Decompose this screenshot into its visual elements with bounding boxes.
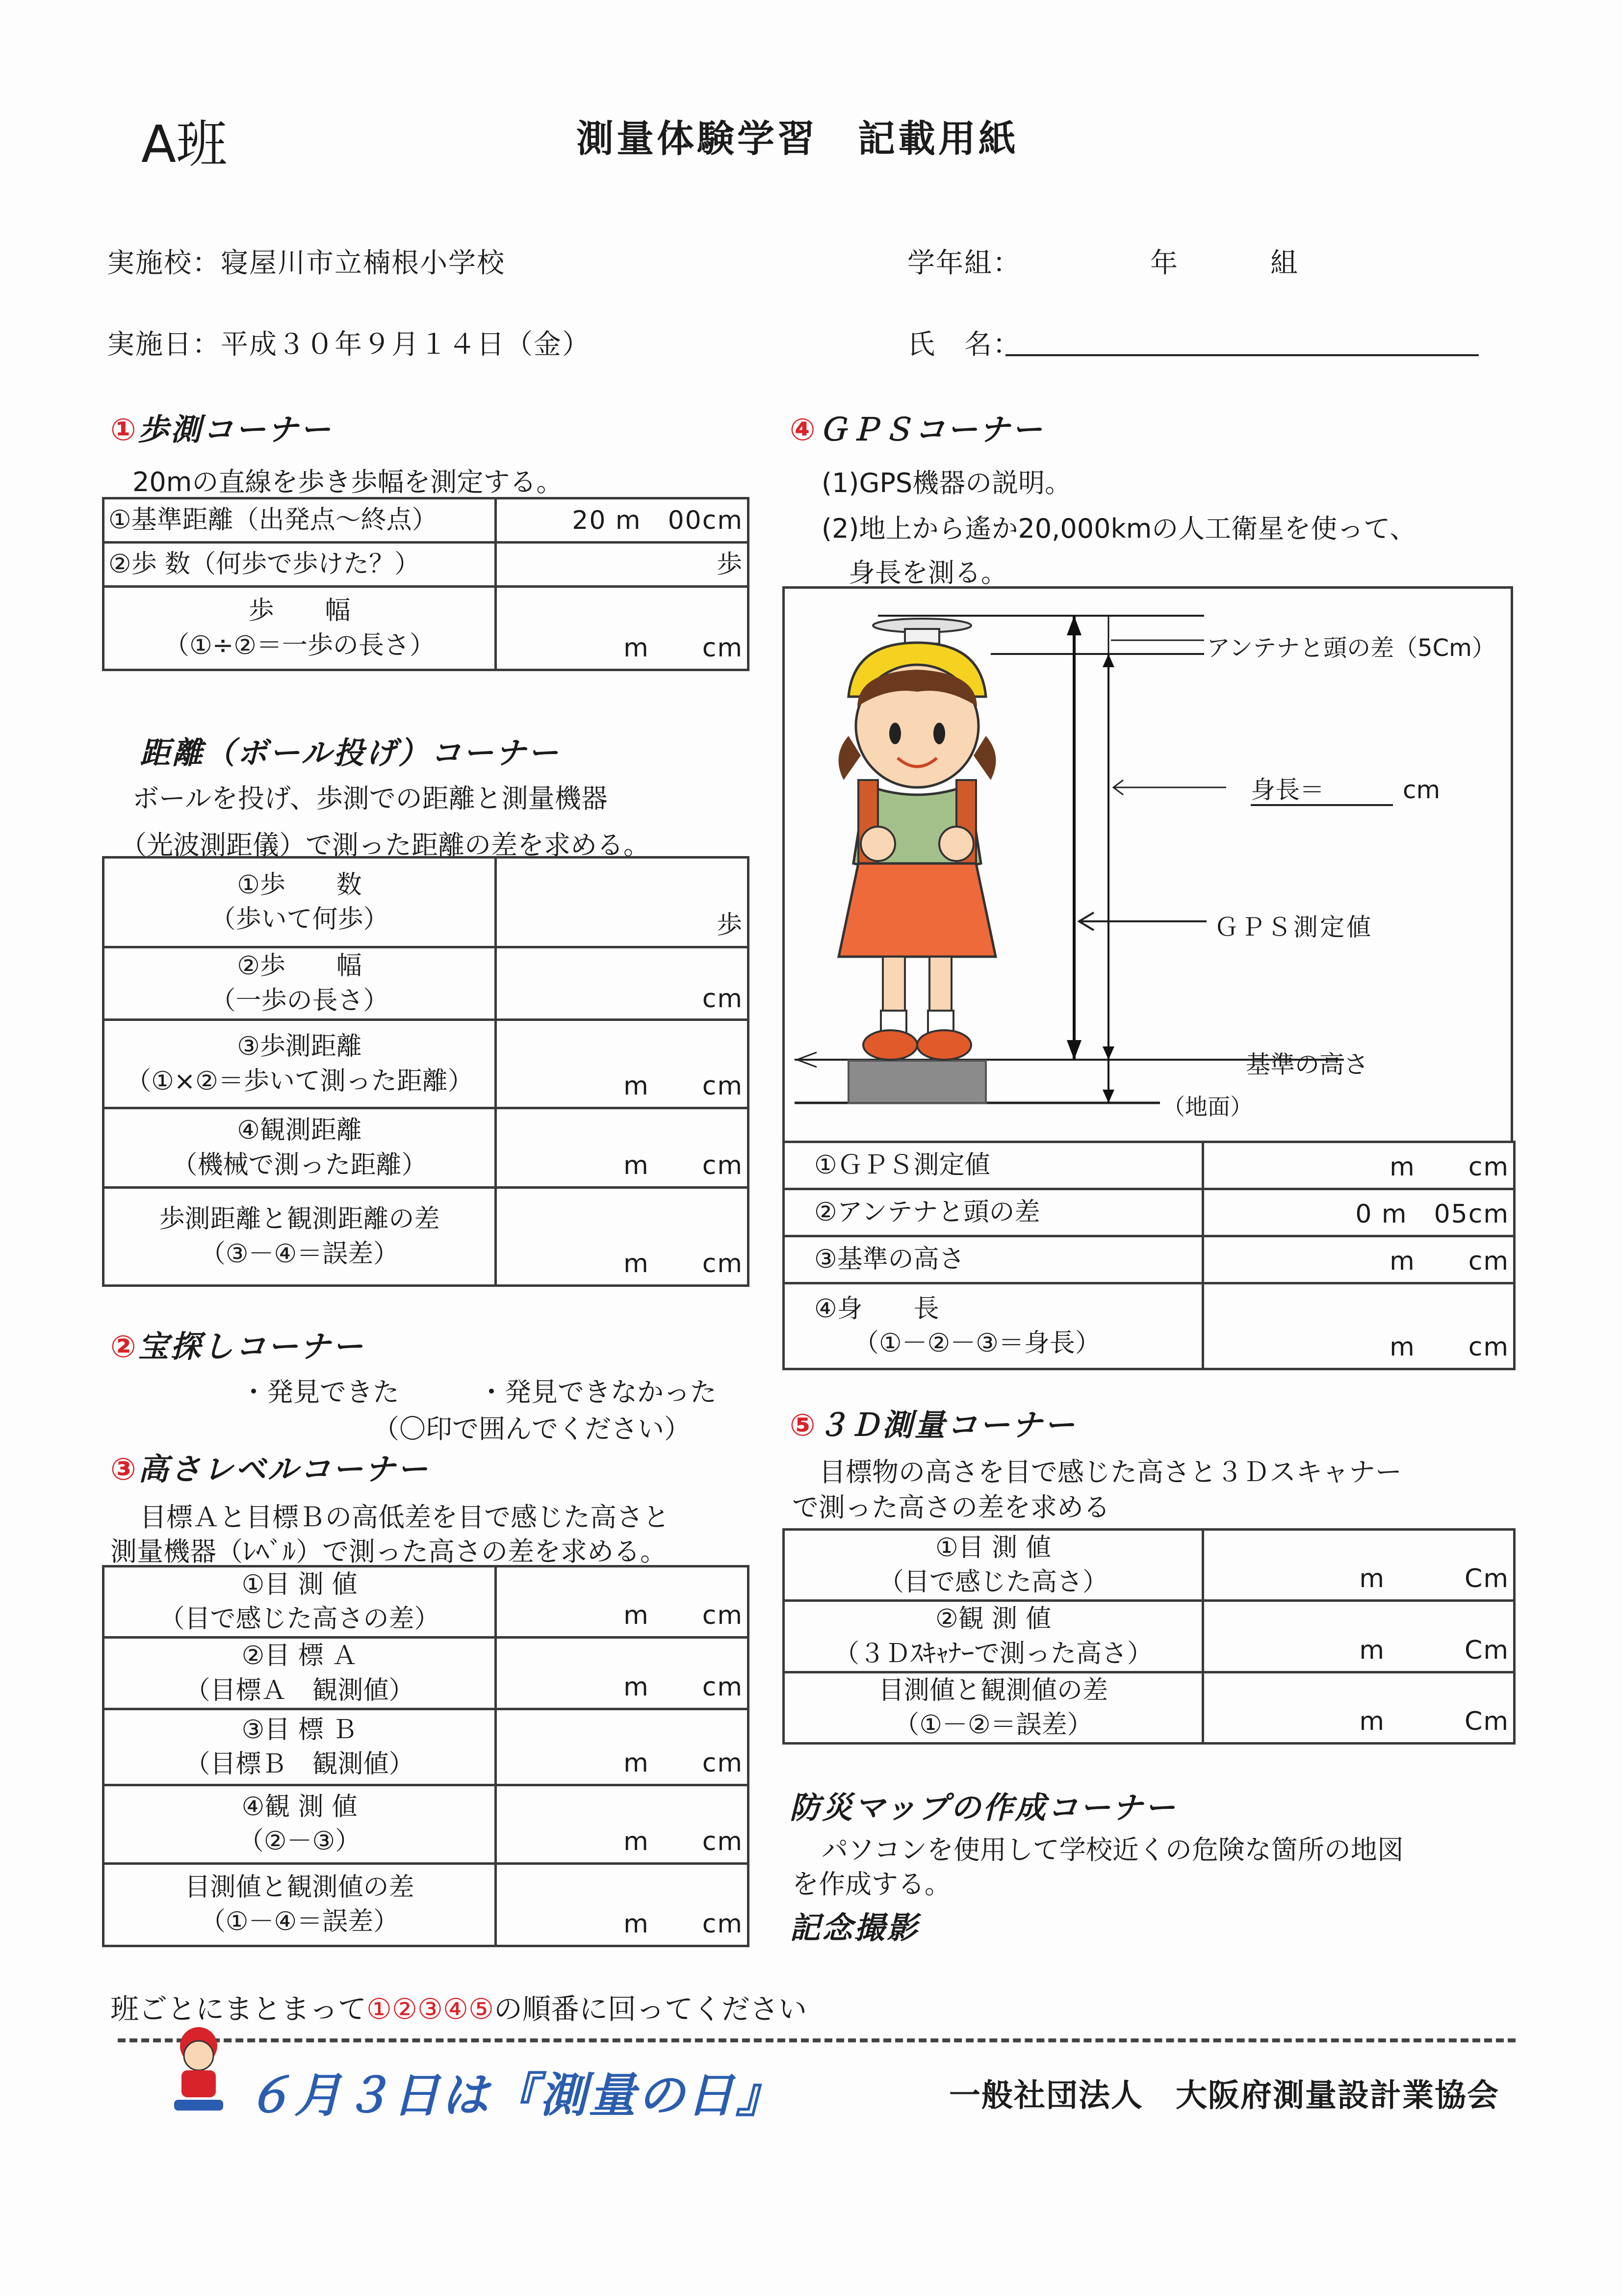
bousai-desc1: パソコンを使用して学校近くの危険な箇所の地図 — [822, 1834, 1404, 1865]
label-line: （②－③） — [238, 1826, 361, 1856]
sec4-row4-label — [784, 1283, 1203, 1369]
label-line: ③目 標 Ｂ — [241, 1715, 358, 1745]
label-line: ②歩 幅 — [237, 951, 362, 981]
eye-right — [933, 723, 945, 744]
class-unit: 組 — [1270, 247, 1299, 279]
label-line: ①目 測 値 — [241, 1570, 358, 1599]
table-row — [103, 947, 748, 1020]
table-row — [103, 498, 748, 543]
label-line: （目標Ａ 観測値） — [184, 1675, 414, 1705]
table-row — [103, 1188, 748, 1286]
ball-title: 距離（ボール投げ）コーナー — [140, 735, 560, 771]
ball-row5-label — [103, 1188, 496, 1286]
sec4-desc2: (2)地上から遙か20,000kmの人工衛星を使って、 — [822, 513, 1416, 544]
table-row — [103, 858, 748, 947]
sec3-row2-label — [103, 1638, 496, 1709]
sec5-row2-label — [784, 1601, 1203, 1672]
label-line: （①÷②＝一歩の長さ） — [164, 630, 435, 660]
order-prefix: 班ごとにまとまって — [110, 1992, 367, 2026]
sec4-row3-label: ③基準の高さ — [784, 1236, 1203, 1283]
gps-label: ＧＰＳ測定値 — [1214, 913, 1373, 941]
sec4-row4-value[interactable]: m cm — [1203, 1283, 1515, 1369]
mascot-face — [184, 2041, 213, 2070]
sec4-desc3: 身長を測る。 — [849, 557, 1007, 588]
height-label — [1251, 770, 1440, 806]
antenna-label: アンテナと頭の差（5Cm） — [1207, 634, 1495, 662]
sec5-desc2: で測った高さの差を求める — [792, 1492, 1110, 1523]
mascot-svg — [169, 2021, 228, 2119]
sec1-row1-label: ①基準距離（出発点～終点） — [103, 498, 496, 543]
label-line: 目測値と観測値の差 — [878, 1675, 1108, 1705]
skirt — [839, 863, 996, 957]
name-field[interactable] — [1005, 354, 1479, 356]
ground-label: （地面） — [1162, 1094, 1253, 1120]
label-line: ④観 測 値 — [241, 1792, 358, 1822]
mascot-body — [181, 2070, 216, 2097]
order-numbers: ①②③④⑤ — [366, 1992, 494, 2026]
sec2-title: 宝探しコーナー — [138, 1329, 365, 1364]
sec1-heading — [110, 405, 333, 449]
label-line: （目標Ｂ 観測値） — [184, 1749, 414, 1779]
sec1-title: 歩測コーナー — [138, 412, 333, 447]
sec2-heading — [110, 1322, 365, 1366]
sec4-row2-label: ②アンテナと頭の差 — [784, 1189, 1203, 1236]
sec4-row1-value[interactable]: m cm — [1203, 1142, 1515, 1189]
table-row — [103, 1709, 748, 1785]
ball-row2-label — [103, 947, 496, 1020]
label-line: （機械で測った距離） — [172, 1150, 427, 1180]
label-line: （①－②－③＝身長） — [853, 1329, 1101, 1358]
sec1-desc: 20mの直線を歩き歩幅を測定する。 — [132, 467, 563, 497]
sec3-desc2: 測量機器（ﾚﾍﾞﾙ）で測った高さの差を求める。 — [110, 1536, 667, 1567]
table-row — [784, 1530, 1515, 1601]
label-line: （目で感じた高さ） — [878, 1567, 1108, 1597]
ball-row4-value[interactable]: m cm — [496, 1108, 748, 1188]
ball-row4-label — [103, 1108, 496, 1188]
sec3-row3-label — [103, 1709, 496, 1785]
sec1-row3-label — [103, 587, 496, 670]
hand-right — [939, 827, 974, 861]
table-row — [103, 1638, 748, 1709]
label-line: ①歩 数 — [237, 870, 362, 900]
sec4-row3-value[interactable]: m cm — [1203, 1236, 1515, 1283]
arrow-head — [1103, 654, 1114, 667]
table-row — [103, 1020, 748, 1108]
gps-antenna-base — [905, 629, 939, 644]
height-label-text: 身長＝ — [1251, 776, 1393, 806]
order-suffix: の順番に回ってください — [494, 1992, 807, 2026]
table-row — [784, 1142, 1515, 1189]
sec2-number: ② — [110, 1329, 138, 1364]
label-line: （①－②＝誤差） — [894, 1710, 1093, 1740]
label-line: ②目 標 Ａ — [241, 1641, 358, 1671]
label-line: （①×②＝歩いて測った距離） — [126, 1066, 473, 1096]
arrow-head — [1067, 1040, 1081, 1060]
table-row — [103, 1566, 748, 1638]
gps-diagram — [782, 586, 1513, 1143]
sec4-title: ＧＰＳコーナー — [817, 412, 1044, 447]
arrow-head — [1067, 616, 1081, 635]
organization-name: 一般社団法人 大阪府測量設計業協会 — [949, 2078, 1499, 2114]
sec3-row4-label — [103, 1785, 496, 1863]
leg-right — [929, 957, 952, 1016]
label-line: ④身 長 — [814, 1294, 939, 1324]
table-row — [103, 543, 748, 587]
arrow-head — [1103, 1046, 1114, 1060]
label-line: （３Ｄｽｷｬﾅｰで測った高さ） — [833, 1639, 1153, 1669]
bousai-title: 防災マップの作成コーナー — [790, 1790, 1177, 1826]
label-line: （一歩の長さ） — [210, 986, 389, 1016]
sec5-row3-value[interactable]: m Cm — [1203, 1672, 1515, 1743]
sec3-desc1: 目標Ａと目標Ｂの高低差を目で感じた高さと — [140, 1502, 669, 1533]
ball-desc1: ボールを投げ、歩測での距離と測量機器 — [132, 783, 608, 814]
sec5-desc1: 目標物の高さを目で感じた高さと３Ｄスキャナー — [819, 1457, 1402, 1487]
sec4-row2-value[interactable]: 0 m 05cm — [1203, 1189, 1515, 1236]
label-line: （③－④＝誤差） — [200, 1239, 399, 1269]
ball-table — [102, 856, 749, 1287]
date-label: 実施日：平成３０年９月１４日（金） — [107, 329, 591, 361]
ball-row1-value[interactable]: 歩 — [496, 858, 748, 947]
ball-row3-value[interactable]: m cm — [496, 1020, 748, 1108]
sec5-row3-label — [784, 1672, 1203, 1743]
sec1-row1-value[interactable]: 20 m 00cm — [496, 498, 748, 543]
school-label: 実施校：寝屋川市立楠根小学校 — [107, 247, 505, 279]
dashed-divider — [118, 2038, 1516, 2042]
group-label: A班 — [141, 114, 228, 174]
sec3-table — [102, 1565, 749, 1947]
label-line: ②観 測 値 — [935, 1604, 1051, 1634]
sec3-number: ③ — [110, 1451, 138, 1487]
sec4-table — [782, 1141, 1516, 1370]
label-line: ①目 測 値 — [935, 1533, 1051, 1563]
sec1-row3-value[interactable]: m cm — [496, 587, 748, 670]
sec3-row2-value[interactable]: m cm — [496, 1638, 748, 1709]
grade-label: 学年組： — [907, 247, 1021, 279]
shoe-left — [863, 1030, 917, 1060]
sec1-table — [102, 497, 749, 671]
sec3-row1-label — [103, 1566, 496, 1638]
hand-left — [861, 827, 895, 861]
sec3-title: 高さレベルコーナー — [138, 1451, 430, 1487]
sec5-table — [782, 1528, 1516, 1745]
name-label: 氏 名： — [907, 329, 1021, 361]
base-label: 基準の高さ — [1246, 1050, 1368, 1079]
sec5-title: ３Ｄ測量コーナー — [817, 1407, 1077, 1443]
ball-row2-value[interactable]: cm — [496, 947, 748, 1020]
height-unit[interactable]: cm — [1403, 776, 1441, 804]
ball-desc2: （光波測距儀）で測った距離の差を求める。 — [120, 830, 650, 861]
gps-diagram-svg — [785, 589, 1511, 1141]
leg-left — [883, 957, 905, 1016]
student-figure — [839, 619, 996, 1060]
sec3-row1-value[interactable]: m cm — [496, 1566, 748, 1638]
sec4-number: ④ — [790, 412, 818, 447]
table-row — [103, 1785, 748, 1863]
eye-left — [889, 723, 901, 744]
sec2-option-notfound[interactable]: ・発見できなかった — [478, 1377, 717, 1408]
year-unit: 年 — [1150, 247, 1179, 279]
label-line: （歩いて何歩） — [210, 905, 389, 934]
label-line: 歩測距離と観測距離の差 — [159, 1204, 440, 1234]
sec3-row3-value[interactable]: m cm — [496, 1709, 748, 1785]
table-row — [103, 1863, 748, 1946]
mascot-board — [174, 2100, 223, 2111]
sec1-row2-value[interactable]: 歩 — [496, 543, 748, 587]
sec5-row1-label — [784, 1530, 1203, 1601]
arrow-head — [1103, 1090, 1114, 1103]
table-row — [103, 1108, 748, 1188]
sec1-number: ① — [110, 412, 138, 447]
sec5-number: ⑤ — [790, 1407, 818, 1443]
shoe-right — [917, 1030, 971, 1060]
survey-day-banner: ６月３日は『測量の日』 — [245, 2068, 785, 2123]
sec2-note: （〇印で囲んでください） — [373, 1413, 691, 1444]
photo-title: 記念撮影 — [790, 1910, 920, 1946]
label-line: ④観測距離 — [237, 1116, 362, 1146]
sec3-heading — [110, 1445, 430, 1488]
label-line: 目測値と観測値の差 — [184, 1873, 414, 1903]
sec2-option-found[interactable]: ・発見できた — [240, 1377, 399, 1408]
label-line: （①－④＝誤差） — [200, 1907, 399, 1937]
sec4-heading — [790, 405, 1044, 449]
table-row — [784, 1672, 1515, 1743]
label-line: （目で感じた高さの差） — [159, 1604, 440, 1634]
sec1-row2-label: ②歩 数（何歩で歩けた？） — [103, 543, 496, 587]
sec4-desc1: (1)GPS機器の説明。 — [822, 468, 1072, 498]
sec5-heading — [790, 1401, 1077, 1444]
bousai-desc2: を作成する。 — [792, 1869, 951, 1900]
ball-row5-value[interactable]: m cm — [496, 1188, 748, 1286]
sec5-row2-value[interactable]: m Cm — [1203, 1601, 1515, 1672]
sec3-row5-label — [103, 1863, 496, 1946]
table-row — [784, 1283, 1515, 1369]
sec5-row1-value[interactable]: m Cm — [1203, 1530, 1515, 1601]
sec3-row4-value[interactable]: m cm — [496, 1785, 748, 1863]
ball-row3-label — [103, 1020, 496, 1108]
page-title: 測量体験学習 記載用紙 — [576, 117, 1019, 160]
sec3-row5-value[interactable]: m cm — [496, 1863, 748, 1946]
table-row — [784, 1601, 1515, 1672]
mascot-icon — [169, 2021, 228, 2119]
label-line: 歩 幅 — [248, 596, 351, 626]
table-row — [103, 587, 748, 670]
sec4-row1-label: ①ＧＰＳ測定値 — [784, 1142, 1203, 1189]
table-row — [784, 1189, 1515, 1236]
table-row — [784, 1236, 1515, 1283]
ball-row1-label — [103, 858, 496, 947]
label-line: ③歩測距離 — [237, 1032, 362, 1062]
base-block — [849, 1061, 986, 1103]
